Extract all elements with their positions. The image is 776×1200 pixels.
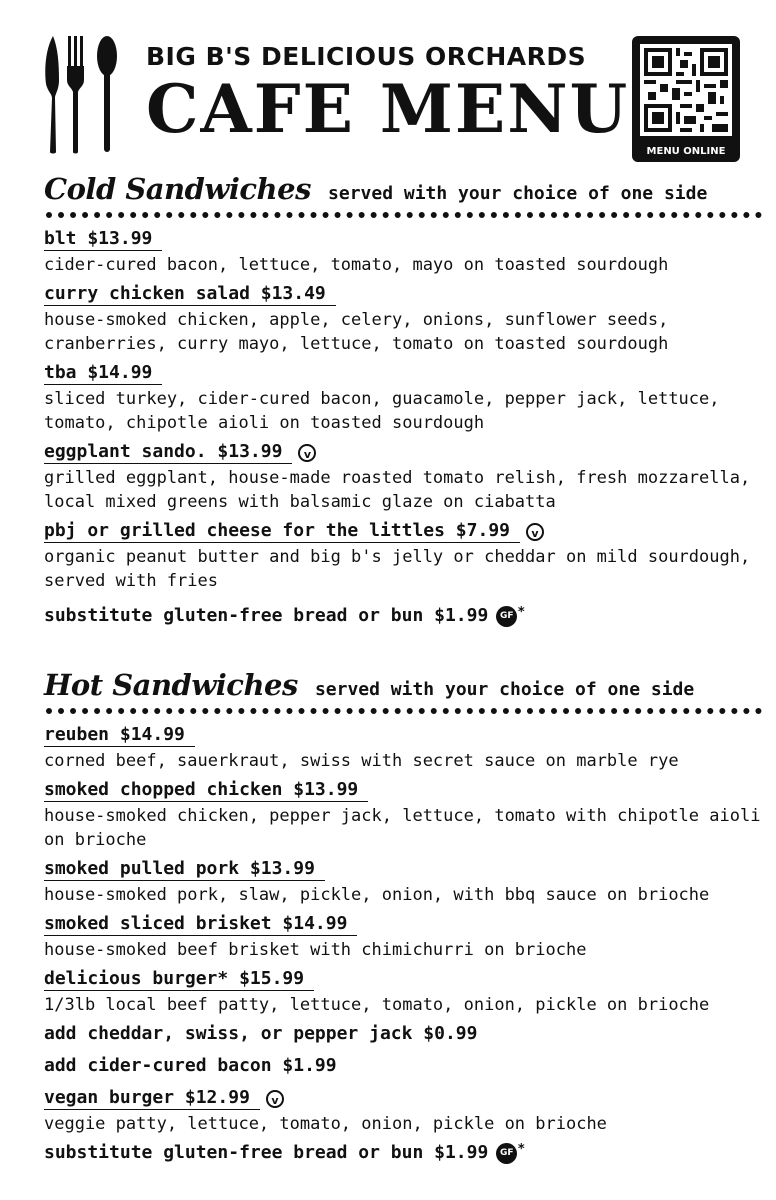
vegetarian-icon: v bbox=[526, 523, 544, 541]
item-description: sliced turkey, cider-cured bacon, guacamole, pepper jack, lettuce, tomato, chipotle aioli on toasted sourdough bbox=[44, 389, 720, 433]
menu-item bbox=[44, 968, 764, 1017]
item-name: curry chicken salad $13.49 bbox=[44, 283, 336, 306]
item-description: house-smoked chicken, pepper jack, lettuce, tomato with chipotle aioli on brioche bbox=[44, 806, 761, 850]
asterisk: * bbox=[517, 605, 526, 620]
item-name: delicious burger* $15.99 bbox=[44, 968, 314, 991]
addon-bacon: add cider-cured bacon $1.99 bbox=[44, 1055, 337, 1076]
section-title: Cold Sandwiches bbox=[44, 172, 311, 206]
cold-sandwiches-section bbox=[44, 172, 764, 638]
section-header bbox=[44, 668, 764, 708]
item-name: pbj or grilled cheese for the littles $7.99 bbox=[44, 520, 520, 543]
menu-item bbox=[44, 283, 764, 356]
qr-code-icon bbox=[640, 44, 732, 136]
brand-name: BIG B'S DELICIOUS ORCHARDS bbox=[146, 42, 587, 71]
gluten-free-note bbox=[44, 1142, 764, 1164]
vegetarian-icon: v bbox=[298, 444, 316, 462]
menu-header bbox=[0, 0, 776, 170]
item-description: house-smoked pork, slaw, pickle, onion, with bbq sauce on brioche bbox=[44, 885, 710, 905]
note-text: substitute gluten-free bread or bun $1.99 bbox=[44, 1142, 489, 1163]
dotted-divider bbox=[46, 212, 762, 218]
addon-cheese: add cheddar, swiss, or pepper jack $0.99 bbox=[44, 1023, 478, 1044]
menu-item bbox=[44, 441, 764, 514]
section-subtitle: served with your choice of one side bbox=[328, 183, 708, 204]
dotted-divider bbox=[46, 708, 762, 714]
item-description: grilled eggplant, house-made roasted tomato relish, fresh mozzarella, local mixed greens with balsamic glaze on ciabatta bbox=[44, 468, 751, 512]
menu-item bbox=[44, 228, 764, 277]
qr-code[interactable] bbox=[632, 36, 740, 162]
item-name: eggplant sando. $13.99 bbox=[44, 441, 292, 464]
item-description: house-smoked chicken, apple, celery, onions, sunflower seeds, cranberries, curry mayo, lettuce, tomato on toasted sourdough bbox=[44, 310, 669, 354]
menu-item bbox=[44, 1087, 764, 1136]
item-name: smoked sliced brisket $14.99 bbox=[44, 913, 357, 936]
page-title: CAFE MENU bbox=[146, 70, 630, 148]
item-description: veggie patty, lettuce, tomato, onion, pickle on brioche bbox=[44, 1114, 607, 1134]
item-description: cider-cured bacon, lettuce, tomato, mayo on toasted sourdough bbox=[44, 255, 669, 275]
menu-item bbox=[44, 362, 764, 435]
item-name: reuben $14.99 bbox=[44, 724, 195, 747]
section-subtitle: served with your choice of one side bbox=[314, 679, 695, 700]
item-name: blt $13.99 bbox=[44, 228, 162, 251]
item-description: 1/3lb local beef patty, lettuce, tomato, onion, pickle on brioche bbox=[44, 995, 710, 1015]
asterisk: * bbox=[517, 1142, 526, 1157]
item-name: tba $14.99 bbox=[44, 362, 162, 385]
vegetarian-icon: v bbox=[266, 1090, 284, 1108]
item-description: corned beef, sauerkraut, swiss with secret sauce on marble rye bbox=[44, 751, 679, 771]
item-name: smoked pulled pork $13.99 bbox=[44, 858, 325, 881]
menu-item bbox=[44, 913, 764, 962]
item-name: smoked chopped chicken $13.99 bbox=[44, 779, 368, 802]
menu-item bbox=[44, 779, 764, 852]
menu-item bbox=[44, 520, 764, 593]
section-title: Hot Sandwiches bbox=[44, 668, 298, 702]
utensils-icon bbox=[44, 36, 124, 154]
menu-item bbox=[44, 724, 764, 773]
menu-item bbox=[44, 858, 764, 907]
hot-sandwiches-section bbox=[44, 668, 764, 1175]
note-text: substitute gluten-free bread or bun $1.99 bbox=[44, 605, 489, 626]
gluten-free-icon: GF bbox=[496, 606, 517, 627]
item-description: organic peanut butter and big b's jelly or cheddar on mild sourdough, served with fries bbox=[44, 547, 751, 591]
section-header bbox=[44, 172, 764, 212]
gluten-free-icon: GF bbox=[496, 1143, 517, 1164]
item-name: vegan burger $12.99 bbox=[44, 1087, 260, 1110]
qr-label: MENU ONLINE bbox=[646, 146, 726, 157]
item-description: house-smoked beef brisket with chimichurri on brioche bbox=[44, 940, 587, 960]
gluten-free-note bbox=[44, 605, 764, 627]
